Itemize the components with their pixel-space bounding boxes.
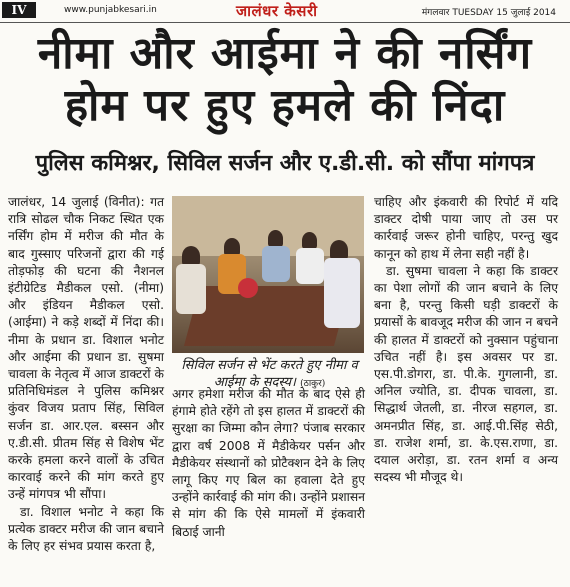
news-photo — [172, 196, 364, 353]
page-header — [0, 0, 570, 23]
photo-person — [324, 258, 360, 328]
column-2-paragraph-1: अगर हमेशा मरीज की मौत के बाद ऐसे ही हंगामे होते रहेंगे तो इस हालत में डाक्टरों की सुरक्षा का जिम्मा कौन लेगा? पंजाब सरकार द्वारा वर्ष 2008 में मैडीकेयर पर्सन और मैडीकेयर संस्थानों को प्रोटैक्शन देने के लिए लागू किए गए बिल का हवाला देते हुए उन्होंने कार्रवाई की मांग की। उन्होंने प्रशासन से मांग की कि ऐसे मामलों में इंकवारी बिठाई जानी — [172, 387, 365, 539]
newspaper-masthead — [236, 1, 317, 21]
page-number: IV — [2, 2, 36, 18]
photo-flowers — [238, 278, 258, 298]
headline-line-1: नीमा और आईमा ने की नर्सिंग — [37, 28, 533, 79]
headline-line-2: होम पर हुए हमले की निंदा — [64, 80, 506, 131]
column-3-paragraph-1: चाहिए और इंकवारी की रिपोर्ट में यदि डाक्टर दोषी पाया जाए तो उस पर कार्रवाई जरूर होनी चाहिए, परन्तु खुद कानून को हाथ में लेना सही नहीं है। — [374, 195, 558, 261]
article-headline — [0, 28, 570, 132]
photo-person — [268, 230, 283, 247]
article-column-2 — [172, 386, 365, 541]
photo-person — [262, 246, 290, 282]
masthead-part1: जालंधर — [236, 2, 279, 20]
photo-person — [176, 264, 206, 314]
site-url[interactable]: www.punjabkesari.in — [64, 5, 157, 15]
article-subheadline: पुलिस कमिश्नर, सिविल सर्जन और ए.डी.सी. को सौंपा मांगपत्र — [35, 151, 535, 176]
issue-date: मंगलवार TUESDAY 15 जुलाई 2014 — [421, 8, 556, 18]
article-column-3 — [374, 194, 558, 486]
column-1-paragraph-2: डा. विशाल भनोट ने कहा कि प्रत्येक डाक्टर मरीज की जान बचाने के लिए हर संभव प्रयास करता है, — [8, 504, 164, 554]
column-1-paragraph-1: जालंधर, 14 जुलाई (विनीत): गत रात्रि सोढल चौक निकट स्थित एक नर्सिंग होम में मरीज की मौत के बाद गुस्साए परिजनों द्वारा की गई तोड़फोड़ की घटना की नैशनल इंटीग्रेटिड मैडीकल एसो. (नीमा) और इंडियन मैडीकल एसो. (आईमा) ने कड़े शब्दों में निंदा की। नीमा के प्रधान डा. विशाल भनोट और आईमा की प्रधान डा. सुषमा चावला के नेतृत्व में आज डाक्टरों के प्रतिनिधिमंडल ने पुलिस कमिश्नर कुंवर विजय प्रताप सिंह, सिविल सर्जन डा. आर.एल. बस्सन और ए.डी.सी. प्रीतम सिंह से विशेष भेंट करके हमला करने वालों के उचित कारवाई करने की मांग करते हुए उन्हें मांगपत्र भी सौंपा। — [8, 195, 164, 502]
article-column-1 — [8, 194, 164, 555]
caption-text: सिविल सर्जन से भेंट करते हुए नीमा व आईमा के सदस्य। — [181, 358, 358, 390]
masthead-part2: केसरी — [284, 2, 318, 20]
photo-person — [296, 248, 324, 284]
column-3-paragraph-2: डा. सुषमा चावला ने कहा कि डाक्टर का पेशा लोगों की जान बचाने के लिए बना है, परन्तु किसी घड़ी डाक्टरों के प्रयासों के बावजूद मरीज की जान न बचने की हालत में डाक्टरों को नुक्सान पहुंचाना उचित नहीं है। इस अवसर पर डा. एस.पी.डोगरा, डा. पी.के. गुगलानी, डा. अनिल ज्योति, डा. दीपक चावला, डा. सिद्धार्थ जेतली, डा. नीरज सहगल, डा. अमनप्रीत सिंह, डा. आई.पी.सिंह सेठी, डा. राजेश शर्मा, डा. के.एस.राणा, डा. दयाल अरोड़ा, डा. रतन शर्मा व अन्य सदस्य भी मौजूद थे। — [374, 263, 558, 485]
photo-person — [302, 232, 317, 249]
photo-person — [330, 240, 348, 260]
photo-credit: (ठाकुर) — [300, 379, 326, 389]
photo-person — [182, 246, 200, 266]
